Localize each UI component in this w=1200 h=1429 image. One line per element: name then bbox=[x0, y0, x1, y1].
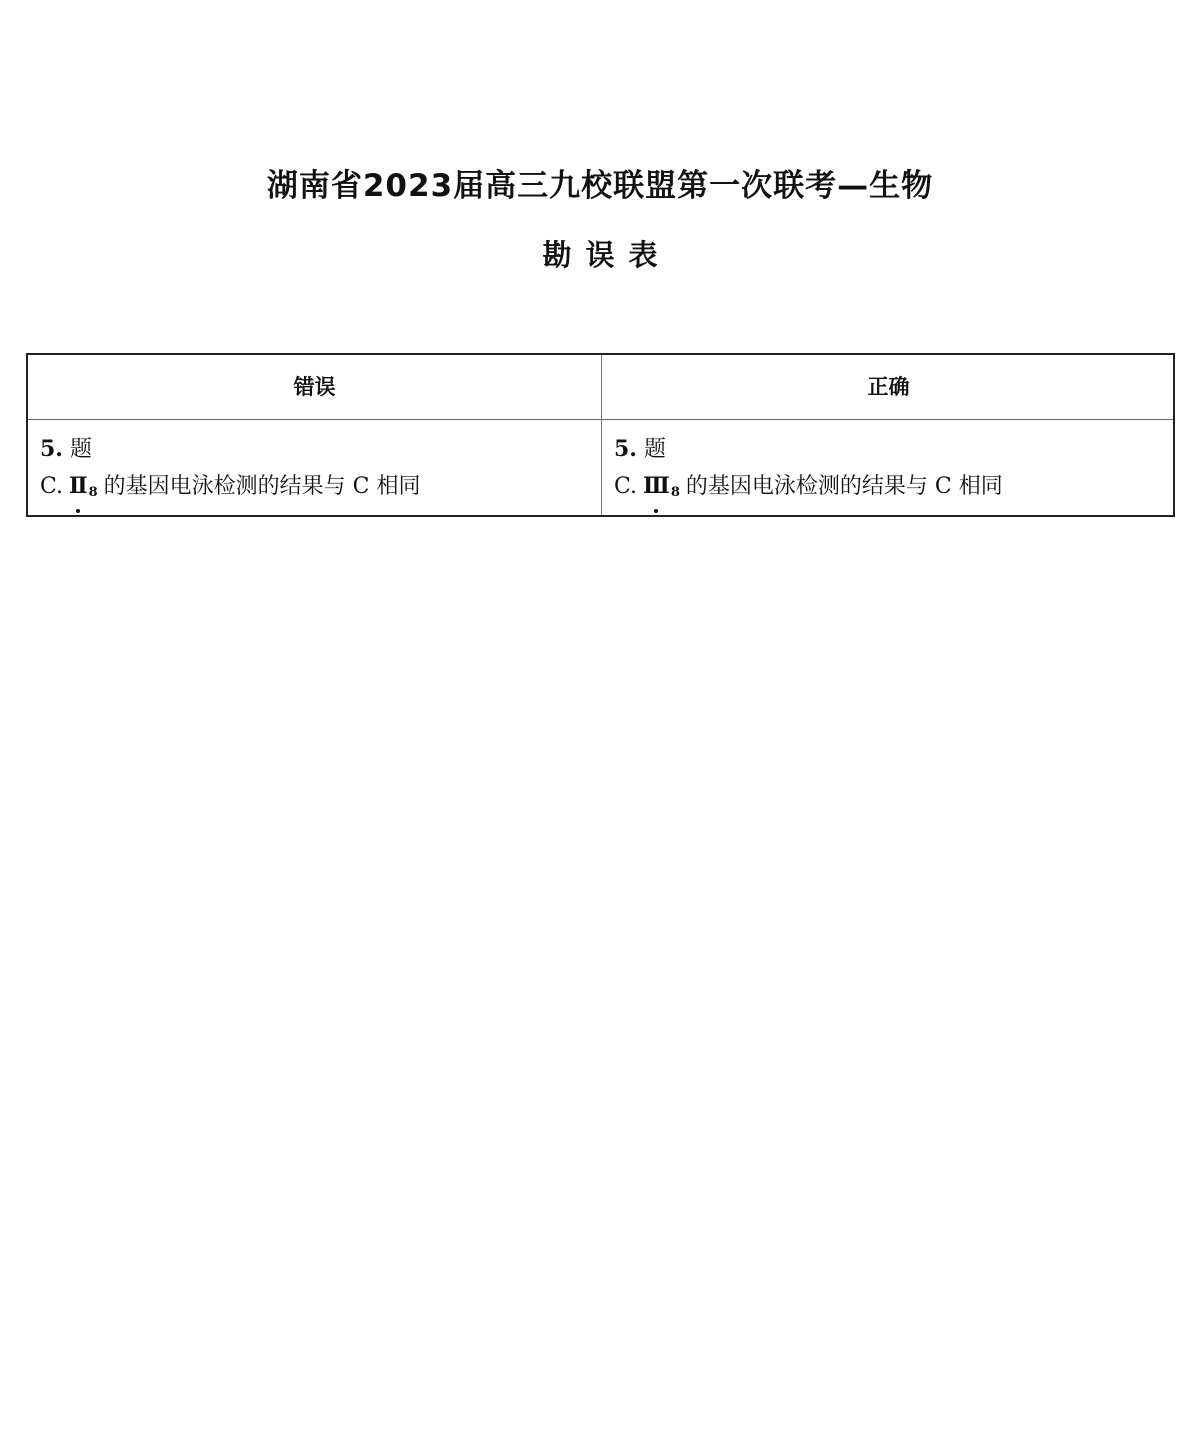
question-label bbox=[614, 431, 1175, 468]
cell-correct bbox=[602, 419, 1175, 515]
option-line bbox=[40, 468, 601, 511]
question-word: 题 bbox=[636, 437, 666, 462]
question-word: 题 bbox=[62, 437, 92, 462]
header-correct: 正确 bbox=[867, 375, 910, 399]
header-wrong: 错误 bbox=[293, 375, 336, 399]
subscript-number: 8 bbox=[88, 485, 98, 500]
question-label bbox=[40, 431, 601, 468]
option-line bbox=[614, 468, 1175, 511]
option-letter: C. bbox=[614, 474, 638, 499]
subscript-number: 8 bbox=[670, 485, 680, 500]
cell-wrong bbox=[28, 419, 601, 515]
errata-table bbox=[26, 353, 1175, 517]
roman-numeral-emphasized: Ⅱ bbox=[69, 468, 88, 505]
option-letter: C. bbox=[40, 474, 64, 499]
document-title: 湖南省2023届高三九校联盟第一次联考—生物 bbox=[266, 168, 934, 204]
question-number: 5. bbox=[40, 436, 63, 462]
question-number: 5. bbox=[614, 436, 637, 462]
document-subtitle: 勘误表 bbox=[542, 238, 672, 272]
option-text: 的基因电泳检测的结果与 C 相同 bbox=[103, 474, 421, 499]
roman-numeral-emphasized: Ⅲ bbox=[643, 468, 670, 505]
option-text: 的基因电泳检测的结果与 C 相同 bbox=[685, 474, 1003, 499]
